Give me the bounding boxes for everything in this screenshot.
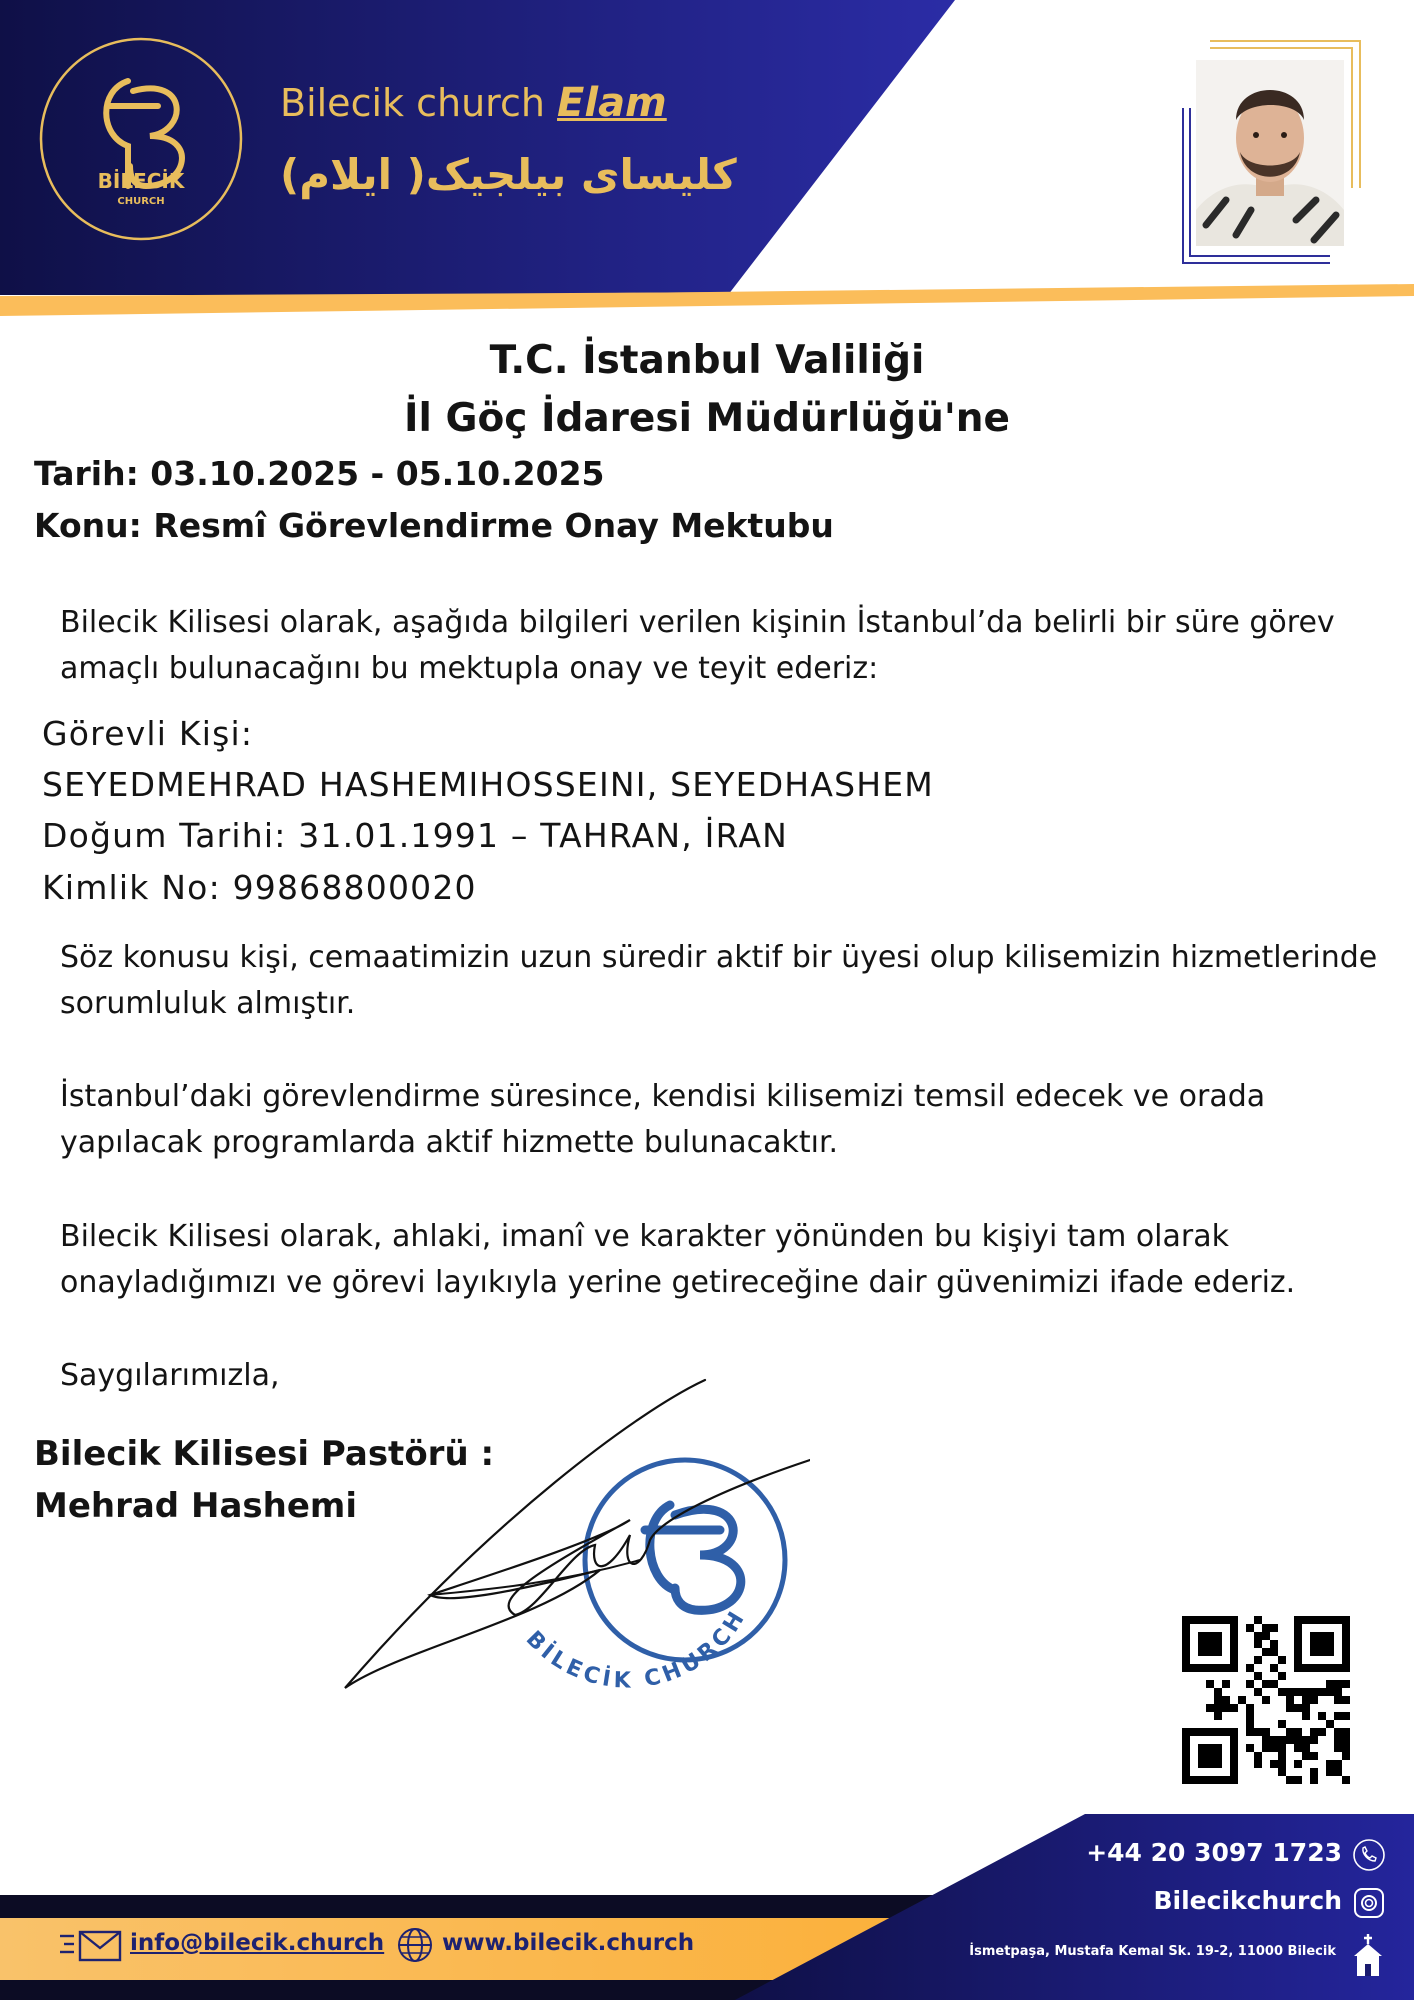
email-link[interactable]: info@bilecik.church: [130, 1930, 385, 1956]
recipient-line-1: T.C. İstanbul Valiliği: [489, 338, 925, 383]
globe-icon: [396, 1926, 434, 1964]
pastor-name: Mehrad Hashemi: [34, 1486, 357, 1526]
church-brand: Elam: [557, 80, 667, 126]
person-name: SEYEDMEHRAD HASHEMIHOSSEINI, SEYEDHASHEM: [42, 765, 934, 804]
mail-icon: [58, 1928, 124, 1964]
pastor-title: Bilecik Kilisesi Pastörü :: [34, 1434, 495, 1474]
social-handle[interactable]: Bilecikchurch: [1153, 1886, 1342, 1915]
instagram-icon: [1352, 1886, 1386, 1920]
logo-word: BİLECİK: [97, 169, 185, 193]
recipient-line-2: İl Göç İdaresi Müdürlüğü'ne: [403, 396, 1010, 441]
church-icon: [1350, 1932, 1386, 1978]
church-name-text: Bilecik church: [280, 81, 545, 125]
member-paragraph: Söz konusu kişi, cemaatimizin uzun süredir aktif bir üyesi olup kilisemizin hizmetlerinde sorumluluk almıştır.: [60, 940, 1378, 1021]
person-id: Kimlik No: 99868800020: [42, 868, 477, 907]
church-logo: [38, 36, 244, 242]
phone-icon: [1352, 1838, 1386, 1872]
signature-stamp: [340, 1370, 810, 1700]
assignment-paragraph: İstanbul’daki görevlendirme süresince, kendisi kilisemizi temsil edecek ve orada yapılacak programlarda aktif hizmette bulunacaktır.: [60, 1079, 1266, 1160]
date-line: Tarih: 03.10.2025 - 05.10.2025: [34, 454, 605, 493]
church-name: [280, 80, 667, 126]
person-photo: [1196, 60, 1344, 246]
website-link[interactable]: www.bilecik.church: [442, 1930, 695, 1956]
stamp-text: BİLECİK CHURCH: [520, 1604, 752, 1694]
phone-number[interactable]: +44 20 3097 1723: [1086, 1838, 1342, 1867]
address: İsmetpaşa, Mustafa Kemal Sk. 19-2, 11000 Bilecik: [969, 1944, 1336, 1959]
closing-line: Saygılarımızla,: [60, 1358, 280, 1393]
qr-code: [1182, 1616, 1350, 1784]
church-name-persian: کلیسای بیلجیک( ایلام): [280, 150, 737, 199]
person-birth: Doğum Tarihi: 31.01.1991 – TAHRAN, İRAN: [42, 816, 789, 855]
subject-line: Konu: Resmî Görevlendirme Onay Mektubu: [34, 506, 834, 545]
person-label: Görevli Kişi:: [42, 714, 254, 753]
intro-paragraph: Bilecik Kilisesi olarak, aşağıda bilgileri verilen kişinin İstanbul’da belirli bir süre görev amaçlı bulunacağını bu mektupla onay ve teyit ederiz:: [60, 605, 1335, 686]
approval-paragraph: Bilecik Kilisesi olarak, ahlaki, imanî ve karakter yönünden bu kişiyi tam olarak onayladığımızı ve görevi layıkıyla yerine getireceğine dair güvenimizi ifade ederiz.: [60, 1219, 1296, 1300]
church-stamp: [521, 1460, 785, 1694]
logo-subword: CHURCH: [117, 196, 165, 207]
